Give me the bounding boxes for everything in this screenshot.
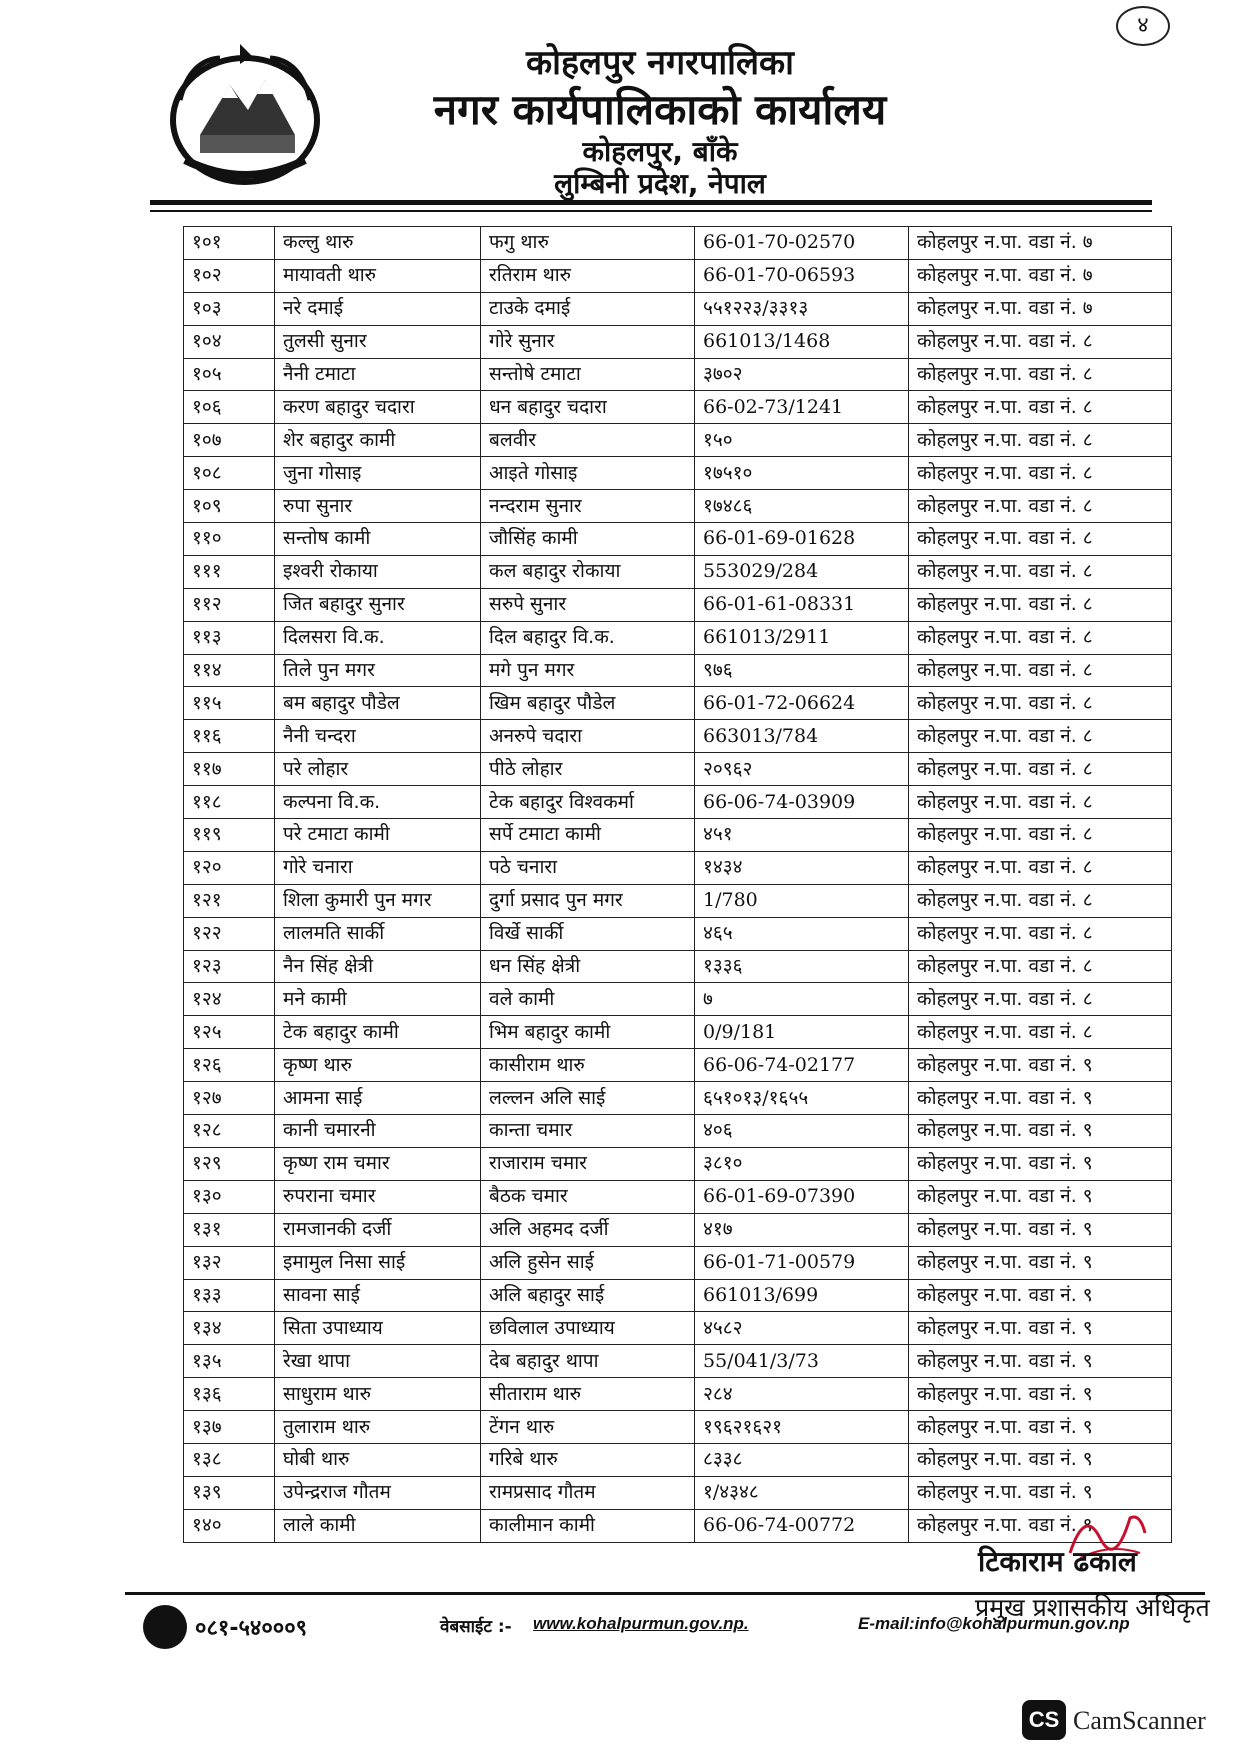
email-address[interactable]: E-mail:info@kohalpurmun.gov.np <box>858 1614 1130 1633</box>
address-cell: कोहलपुर न.पा. वडा नं. ८ <box>909 490 1172 523</box>
name-cell: कानी चमारनी <box>275 1115 481 1148</box>
table-row <box>184 654 1172 687</box>
father-name-cell: जौसिंह कामी <box>481 523 695 556</box>
father-name-cell: अलि बहादुर साई <box>481 1279 695 1312</box>
serial-number-cell: १३० <box>184 1180 275 1213</box>
citizenship-id-cell: 1/780 <box>695 884 909 917</box>
address-cell: कोहलपुर न.पा. वडा नं. ८ <box>909 983 1172 1016</box>
table-row <box>184 1411 1172 1444</box>
citizenship-id-cell: ४५१ <box>695 819 909 852</box>
table-row <box>184 851 1172 884</box>
header-divider-thin <box>150 210 1152 212</box>
father-name-cell: अलि हुसेन साई <box>481 1246 695 1279</box>
table-row <box>184 424 1172 457</box>
citizenship-id-cell: १७५१० <box>695 457 909 490</box>
father-name-cell: दिल बहादुर वि.क. <box>481 621 695 654</box>
name-cell: परे टमाटा कामी <box>275 819 481 852</box>
table-row <box>184 1213 1172 1246</box>
serial-number-cell: १२३ <box>184 950 275 983</box>
address-cell: कोहलपुर न.पा. वडा नं. ९ <box>909 1279 1172 1312</box>
name-cell: दिलसरा वि.क. <box>275 621 481 654</box>
name-cell: मायावती थारु <box>275 259 481 292</box>
table-row <box>184 687 1172 720</box>
municipality-name: कोहलपुर नगरपालिका <box>526 43 794 83</box>
header-divider <box>150 200 1152 205</box>
address-cell: कोहलपुर न.पा. वडा नं. ८ <box>909 851 1172 884</box>
serial-number-cell: १०८ <box>184 457 275 490</box>
table-row <box>184 1279 1172 1312</box>
father-name-cell: अलि अहमद दर्जी <box>481 1213 695 1246</box>
address-cell: कोहलपुर न.पा. वडा नं. ८ <box>909 884 1172 917</box>
father-name-cell: कल बहादुर रोकाया <box>481 555 695 588</box>
name-cell: सावना साई <box>275 1279 481 1312</box>
address-cell: कोहलपुर न.पा. वडा नं. ८ <box>909 523 1172 556</box>
table-row <box>184 490 1172 523</box>
citizenship-id-cell: 66-01-72-06624 <box>695 687 909 720</box>
name-cell: रामजानकी दर्जी <box>275 1213 481 1246</box>
province-country: लुम्बिनी प्रदेश, नेपाल <box>554 167 766 200</box>
address-cell: कोहलपुर न.पा. वडा नं. ८ <box>909 457 1172 490</box>
citizenship-id-cell: ४६५ <box>695 917 909 950</box>
address-cell: कोहलपुर न.पा. वडा नं. ९ <box>909 1246 1172 1279</box>
address-cell: कोहलपुर न.पा. वडा नं. ९ <box>909 1180 1172 1213</box>
father-name-cell: कान्ता चमार <box>481 1115 695 1148</box>
serial-number-cell: १०६ <box>184 391 275 424</box>
address-cell: कोहलपुर न.पा. वडा नं. ८ <box>909 424 1172 457</box>
citizenship-id-cell: 66-06-74-03909 <box>695 786 909 819</box>
citizenship-id-cell: १९६२१६२१ <box>695 1411 909 1444</box>
camscanner-logo-icon: CS <box>1022 1700 1066 1740</box>
father-name-cell: खिम बहादुर पौडेल <box>481 687 695 720</box>
address-cell: कोहलपुर न.पा. वडा नं. ८ <box>909 1016 1172 1049</box>
serial-number-cell: १३८ <box>184 1443 275 1476</box>
citizenship-id-cell: ९७६ <box>695 654 909 687</box>
name-cell: शेर बहादुर कामी <box>275 424 481 457</box>
table-row <box>184 523 1172 556</box>
beneficiary-table <box>183 226 1172 1543</box>
address-cell: कोहलपुर न.पा. वडा नं. ७ <box>909 292 1172 325</box>
father-name-cell: वले कामी <box>481 983 695 1016</box>
serial-number-cell: १३४ <box>184 1312 275 1345</box>
father-name-cell: सीताराम थारु <box>481 1378 695 1411</box>
table-row <box>184 325 1172 358</box>
address-cell: कोहलपुर न.पा. वडा नं. ८ <box>909 819 1172 852</box>
table-row <box>184 720 1172 753</box>
address-cell: कोहलपुर न.पा. वडा नं. ९ <box>909 1312 1172 1345</box>
serial-number-cell: १३३ <box>184 1279 275 1312</box>
serial-number-cell: ११६ <box>184 720 275 753</box>
name-cell: गोरे चनारा <box>275 851 481 884</box>
table-row <box>184 786 1172 819</box>
table-row <box>184 1345 1172 1378</box>
website-label: वेबसाईट :- <box>440 1617 512 1637</box>
father-name-cell: धन बहादुर चदारा <box>481 391 695 424</box>
name-cell: जित बहादुर सुनार <box>275 588 481 621</box>
name-cell: कल्लु थारु <box>275 227 481 260</box>
citizenship-id-cell: 66-01-70-02570 <box>695 227 909 260</box>
citizenship-id-cell: ४५८२ <box>695 1312 909 1345</box>
serial-number-cell: १०७ <box>184 424 275 457</box>
name-cell: सिता उपाध्याय <box>275 1312 481 1345</box>
name-cell: तुलाराम थारु <box>275 1411 481 1444</box>
name-cell: टेक बहादुर कामी <box>275 1016 481 1049</box>
name-cell: कृष्ण थारु <box>275 1049 481 1082</box>
serial-number-cell: १२१ <box>184 884 275 917</box>
citizenship-id-cell: ४१७ <box>695 1213 909 1246</box>
signatory-name: टिकाराम ढकाल <box>978 1545 1137 1578</box>
serial-number-cell: ११८ <box>184 786 275 819</box>
father-name-cell: गोरे सुनार <box>481 325 695 358</box>
address-cell: कोहलपुर न.पा. वडा नं. ९ <box>909 1213 1172 1246</box>
father-name-cell: नन्दराम सुनार <box>481 490 695 523</box>
address-cell: कोहलपुर न.पा. वडा नं. ९ <box>909 1147 1172 1180</box>
name-cell: तिले पुन मगर <box>275 654 481 687</box>
name-cell: आमना साई <box>275 1082 481 1115</box>
name-cell: करण बहादुर चदारा <box>275 391 481 424</box>
citizenship-id-cell: ३८१० <box>695 1147 909 1180</box>
citizenship-id-cell: १५० <box>695 424 909 457</box>
serial-number-cell: १३९ <box>184 1476 275 1509</box>
citizenship-id-cell: ४०६ <box>695 1115 909 1148</box>
name-cell: कृष्ण राम चमार <box>275 1147 481 1180</box>
serial-number-cell: १०२ <box>184 259 275 292</box>
citizenship-id-cell: ३७०२ <box>695 358 909 391</box>
table-row <box>184 1378 1172 1411</box>
table-row <box>184 1476 1172 1509</box>
table-row <box>184 1115 1172 1148</box>
table-row <box>184 983 1172 1016</box>
father-name-cell: कासीराम थारु <box>481 1049 695 1082</box>
citizenship-id-cell: १४३४ <box>695 851 909 884</box>
table-row <box>184 1443 1172 1476</box>
table-row <box>184 819 1172 852</box>
page-number-mark: ४ <box>1116 6 1170 46</box>
table-row <box>184 1312 1172 1345</box>
citizenship-id-cell: 66-06-74-02177 <box>695 1049 909 1082</box>
serial-number-cell: ११२ <box>184 588 275 621</box>
serial-number-cell: १०३ <box>184 292 275 325</box>
father-name-cell: अनरुपे चदारा <box>481 720 695 753</box>
serial-number-cell: १२६ <box>184 1049 275 1082</box>
address-cell: कोहलपुर न.पा. वडा नं. ७ <box>909 259 1172 292</box>
name-cell: तुलसी सुनार <box>275 325 481 358</box>
serial-number-cell: १२७ <box>184 1082 275 1115</box>
father-name-cell: भिम बहादुर कामी <box>481 1016 695 1049</box>
father-name-cell: सरुपे सुनार <box>481 588 695 621</box>
father-name-cell: धन सिंह क्षेत्री <box>481 950 695 983</box>
name-cell: शिला कुमारी पुन मगर <box>275 884 481 917</box>
father-name-cell: मगे पुन मगर <box>481 654 695 687</box>
serial-number-cell: ११४ <box>184 654 275 687</box>
citizenship-id-cell: 66-02-73/1241 <box>695 391 909 424</box>
father-name-cell: बैठक चमार <box>481 1180 695 1213</box>
office-location: कोहलपुर, बाँके <box>582 135 738 168</box>
father-name-cell: कालीमान कामी <box>481 1509 695 1542</box>
table-row <box>184 1180 1172 1213</box>
serial-number-cell: १४० <box>184 1509 275 1542</box>
father-name-cell: देब बहादुर थापा <box>481 1345 695 1378</box>
father-name-cell: बलवीर <box>481 424 695 457</box>
address-cell: कोहलपुर न.पा. वडा नं. ९ <box>909 1115 1172 1148</box>
father-name-cell: विर्खे सार्की <box>481 917 695 950</box>
table-row <box>184 259 1172 292</box>
table-row <box>184 391 1172 424</box>
serial-number-cell: १३५ <box>184 1345 275 1378</box>
table-row <box>184 457 1172 490</box>
name-cell: रेखा थापा <box>275 1345 481 1378</box>
name-cell: नैन सिंह क्षेत्री <box>275 950 481 983</box>
citizenship-id-cell: ६५१०१३/१६५५ <box>695 1082 909 1115</box>
father-name-cell: छविलाल उपाध्याय <box>481 1312 695 1345</box>
serial-number-cell: १३७ <box>184 1411 275 1444</box>
citizenship-id-cell: 66-01-69-07390 <box>695 1180 909 1213</box>
name-cell: इमामुल निसा साई <box>275 1246 481 1279</box>
citizenship-id-cell: ७ <box>695 983 909 1016</box>
name-cell: इश्वरी रोकाया <box>275 555 481 588</box>
father-name-cell: आइते गोसाइ <box>481 457 695 490</box>
serial-number-cell: १३१ <box>184 1213 275 1246</box>
table-row <box>184 753 1172 786</box>
name-cell: जुना गोसाइ <box>275 457 481 490</box>
camscanner-watermark: CamScanner <box>1073 1706 1206 1735</box>
name-cell: रुपराना चमार <box>275 1180 481 1213</box>
table-row <box>184 555 1172 588</box>
name-cell: उपेन्द्रराज गौतम <box>275 1476 481 1509</box>
serial-number-cell: १०४ <box>184 325 275 358</box>
serial-number-cell: १२५ <box>184 1016 275 1049</box>
serial-number-cell: १०९ <box>184 490 275 523</box>
table-row <box>184 358 1172 391</box>
citizenship-id-cell: 661013/2911 <box>695 621 909 654</box>
serial-number-cell: ११० <box>184 523 275 556</box>
father-name-cell: दुर्गा प्रसाद पुन मगर <box>481 884 695 917</box>
citizenship-id-cell: २०९६२ <box>695 753 909 786</box>
citizenship-id-cell: २८४ <box>695 1378 909 1411</box>
father-name-cell: लल्लन अलि साई <box>481 1082 695 1115</box>
name-cell: कल्पना वि.क. <box>275 786 481 819</box>
name-cell: नरे दमाई <box>275 292 481 325</box>
father-name-cell: गरिबे थारु <box>481 1443 695 1476</box>
table-row <box>184 227 1172 260</box>
address-cell: कोहलपुर न.पा. वडा नं. ८ <box>909 687 1172 720</box>
serial-number-cell: १२० <box>184 851 275 884</box>
citizenship-id-cell: 66-06-74-00772 <box>695 1509 909 1542</box>
table-row <box>184 621 1172 654</box>
address-cell: कोहलपुर न.पा. वडा नं. ८ <box>909 654 1172 687</box>
citizenship-id-cell: 66-01-69-01628 <box>695 523 909 556</box>
father-name-cell: रामप्रसाद गौतम <box>481 1476 695 1509</box>
citizenship-id-cell: 66-01-71-00579 <box>695 1246 909 1279</box>
father-name-cell: टेक बहादुर विश्वकर्मा <box>481 786 695 819</box>
address-cell: कोहलपुर न.पा. वडा नं. ९ <box>909 1378 1172 1411</box>
citizenship-id-cell: 66-01-70-06593 <box>695 259 909 292</box>
address-cell: कोहलपुर न.पा. वडा नं. ८ <box>909 588 1172 621</box>
table-row <box>184 1082 1172 1115</box>
address-cell: कोहलपुर न.पा. वडा नं. ९ <box>909 1345 1172 1378</box>
citizenship-id-cell: 663013/784 <box>695 720 909 753</box>
table-row <box>184 917 1172 950</box>
table-row <box>184 1049 1172 1082</box>
table-row <box>184 588 1172 621</box>
serial-number-cell: ११३ <box>184 621 275 654</box>
name-cell: नैनी टमाटा <box>275 358 481 391</box>
address-cell: कोहलपुर न.पा. वडा नं. ९ <box>909 1443 1172 1476</box>
address-cell: कोहलपुर न.पा. वडा नं. ९ <box>909 1509 1172 1542</box>
citizenship-id-cell: 0/9/181 <box>695 1016 909 1049</box>
father-name-cell: राजाराम चमार <box>481 1147 695 1180</box>
address-cell: कोहलपुर न.पा. वडा नं. ८ <box>909 720 1172 753</box>
citizenship-id-cell: १३३६ <box>695 950 909 983</box>
address-cell: कोहलपुर न.पा. वडा नं. ८ <box>909 753 1172 786</box>
father-name-cell: रतिराम थारु <box>481 259 695 292</box>
address-cell: कोहलपुर न.पा. वडा नं. ९ <box>909 1476 1172 1509</box>
citizenship-id-cell: ५५१२२३/३३१३ <box>695 292 909 325</box>
address-cell: कोहलपुर न.पा. वडा नं. ८ <box>909 621 1172 654</box>
citizenship-id-cell: १७४८६ <box>695 490 909 523</box>
address-cell: कोहलपुर न.पा. वडा नं. ९ <box>909 1049 1172 1082</box>
address-cell: कोहलपुर न.पा. वडा नं. ८ <box>909 555 1172 588</box>
serial-number-cell: १३२ <box>184 1246 275 1279</box>
serial-number-cell: १२८ <box>184 1115 275 1148</box>
address-cell: कोहलपुर न.पा. वडा नं. ८ <box>909 358 1172 391</box>
citizenship-id-cell: ८३३८ <box>695 1443 909 1476</box>
serial-number-cell: १३६ <box>184 1378 275 1411</box>
serial-number-cell: १२९ <box>184 1147 275 1180</box>
table-row <box>184 292 1172 325</box>
name-cell: मने कामी <box>275 983 481 1016</box>
citizenship-id-cell: 661013/699 <box>695 1279 909 1312</box>
serial-number-cell: १०५ <box>184 358 275 391</box>
address-cell: कोहलपुर न.पा. वडा नं. ७ <box>909 227 1172 260</box>
name-cell: सन्तोष कामी <box>275 523 481 556</box>
father-name-cell: सर्पे टमाटा कामी <box>481 819 695 852</box>
father-name-cell: टाउके दमाई <box>481 292 695 325</box>
name-cell: रुपा सुनार <box>275 490 481 523</box>
serial-number-cell: ११७ <box>184 753 275 786</box>
address-cell: कोहलपुर न.पा. वडा नं. ८ <box>909 950 1172 983</box>
citizenship-id-cell: 661013/1468 <box>695 325 909 358</box>
name-cell: बम बहादुर पौडेल <box>275 687 481 720</box>
table-row <box>184 884 1172 917</box>
father-name-cell: पठे चनारा <box>481 851 695 884</box>
name-cell: लालमति सार्की <box>275 917 481 950</box>
serial-number-cell: १०१ <box>184 227 275 260</box>
serial-number-cell: ११९ <box>184 819 275 852</box>
citizenship-id-cell: १/४३४८ <box>695 1476 909 1509</box>
citizenship-id-cell: 55/041/3/73 <box>695 1345 909 1378</box>
signatory-designation: प्रमुख प्रशासकीय अधिकृत <box>975 1593 1210 1622</box>
phone-number: ०८१-५४०००९ <box>195 1616 308 1641</box>
table-row <box>184 1016 1172 1049</box>
citizenship-id-cell: 553029/284 <box>695 555 909 588</box>
address-cell: कोहलपुर न.पा. वडा नं. ८ <box>909 325 1172 358</box>
father-name-cell: सन्तोषे टमाटा <box>481 358 695 391</box>
address-cell: कोहलपुर न.पा. वडा नं. ८ <box>909 786 1172 819</box>
address-cell: कोहलपुर न.पा. वडा नं. ९ <box>909 1411 1172 1444</box>
serial-number-cell: १२२ <box>184 917 275 950</box>
table-row <box>184 1509 1172 1542</box>
father-name-cell: टेंगन थारु <box>481 1411 695 1444</box>
serial-number-cell: ११५ <box>184 687 275 720</box>
address-cell: कोहलपुर न.पा. वडा नं. ९ <box>909 1082 1172 1115</box>
office-title: नगर कार्यपालिकाको कार्यालय <box>433 85 887 134</box>
address-cell: कोहलपुर न.पा. वडा नं. ८ <box>909 391 1172 424</box>
table-row <box>184 950 1172 983</box>
name-cell: परे लोहार <box>275 753 481 786</box>
father-name-cell: फगु थारु <box>481 227 695 260</box>
address-cell: कोहलपुर न.पा. वडा नं. ८ <box>909 917 1172 950</box>
serial-number-cell: १११ <box>184 555 275 588</box>
father-name-cell: पीठे लोहार <box>481 753 695 786</box>
name-cell: लाले कामी <box>275 1509 481 1542</box>
name-cell: साधुराम थारु <box>275 1378 481 1411</box>
telephone-icon <box>143 1605 187 1649</box>
table-row <box>184 1147 1172 1180</box>
website-link[interactable]: www.kohalpurmun.gov.np. <box>533 1614 749 1633</box>
name-cell: घोबी थारु <box>275 1443 481 1476</box>
name-cell: नैनी चन्दरा <box>275 720 481 753</box>
table-row <box>184 1246 1172 1279</box>
serial-number-cell: १२४ <box>184 983 275 1016</box>
citizenship-id-cell: 66-01-61-08331 <box>695 588 909 621</box>
